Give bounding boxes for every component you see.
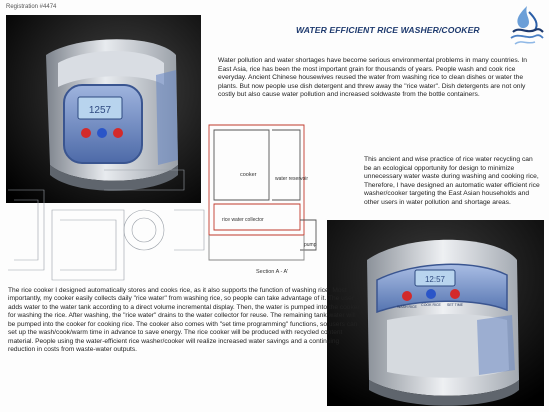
svg-text:12:57: 12:57 <box>424 275 446 284</box>
panel-label-wash: WASH RICE <box>397 305 417 309</box>
poster-title: WATER EFFICIENT RICE WASHER/COOKER <box>296 25 480 35</box>
section-drawing <box>4 120 364 290</box>
design-paragraph: This ancient and wise practice of rice water recycling can be an ecological opportunity for design to minimize unnecessary water waste during washing and cooking rice, Therefore, I have designed an automatic water efficient rice washer/cooker targeting the East Asian households and other users in water pollution and shortage areas. <box>364 156 540 206</box>
registration-number: Registration #4474 <box>6 4 57 10</box>
panel-label-set: SET TIME <box>446 303 464 307</box>
water-drop-logo-icon <box>505 4 545 46</box>
drawing-label-collector: rice water collector <box>222 217 264 223</box>
intro-paragraph: Water pollution and water shortages have become serious environmental problems in many countries. In East Asia, rice has been the most important grain for thousands of years. People wash and cook rice everyday. Ancient Chinese housewives reused the water from washing rice to clean dishes or water the plants. But now people use dish detergent and threw away the "rice water". Dish detergents are not only costly but also cause water pollution and increased soldwaste from the bottle containers. <box>218 57 528 98</box>
svg-text:1257: 1257 <box>88 105 112 116</box>
drawing-label-pump: pump <box>304 242 317 248</box>
details-paragraph: The rice cooker I designed automatically stores and cooks rice, as it also supports the function of washing rice. Most importantly, my cooker easily collects daily "rice water" from washing rice, so people can take advantage of it. The user adds water to the water tank according to a direct volume incremental display. Then, the water is pumped into the cooker for washing the rice. After washing, the "rice water" drains to the water collector for reuse. The remaining tank water will be pumped into the cooker for cooking rice. The cooker also comes with "set time programming" functions, so users can set up the wash/cook/warm time in advance to save energy. The rice cooker will be produced with recycled content material. People using the water-efficient rice washer/cooker will realize increased water savings and a continuing reduction in costs from waste-water outputs. <box>8 287 360 354</box>
drawing-label-reservoir: water reservoir <box>275 176 309 182</box>
drawing-label-cooker: cooker <box>240 172 257 178</box>
panel-label-cook: COOK RICE <box>421 303 441 307</box>
drawing-label-section: Section A - A' <box>256 269 289 275</box>
